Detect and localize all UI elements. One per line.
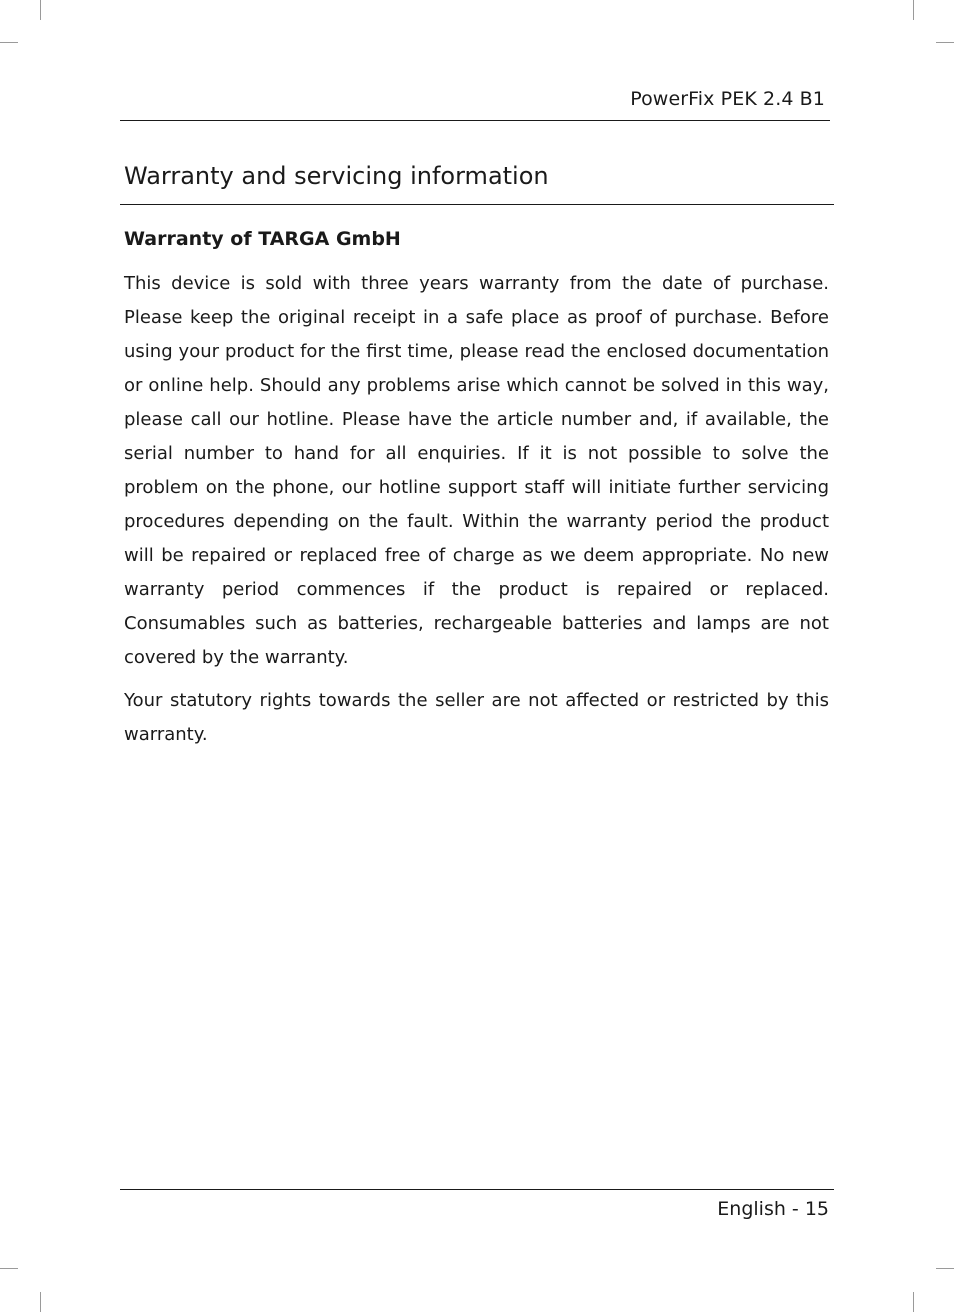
crop-mark [0,42,18,43]
crop-mark [40,0,41,20]
crop-mark [913,1292,914,1312]
warranty-heading: Warranty of TARGA GmbH [124,228,401,250]
footer-divider [120,1189,834,1190]
crop-mark [40,1292,41,1312]
page-number: English - 15 [717,1198,829,1220]
warranty-paragraph: This device is sold with three years warranty from the date of purchase. Please keep the original receipt in a safe place as proof of purchase. Before using your product for the first time, please read the enclosed documentation or online help. Should any problems arise which cannot be solved in this way, please call our hotline. Please have the article number and, if available, the serial number to hand for all enquiries. If it is not possible to solve the problem on the phone, our hotline support staff will initiate further servicing procedures depending on the fault. Within the warranty period the product will be repaired or replaced free of charge as we deem appropriate. No new warranty period commences if the product is repaired or replaced. Consumables such as batteries, rechargeable batteries and lamps are not covered by the warranty. [124,273,829,668]
crop-mark [936,42,954,43]
warranty-body [124,267,829,761]
running-header: PowerFix PEK 2.4 B1 [630,88,825,110]
statutory-rights-paragraph: Your statutory rights towards the seller are not affected or restricted by this warranty. [124,690,829,745]
section-title: Warranty and servicing information [124,162,549,190]
crop-mark [0,1268,18,1269]
crop-mark [936,1268,954,1269]
section-divider [120,204,834,205]
header-divider [120,120,830,121]
crop-mark [913,0,914,20]
